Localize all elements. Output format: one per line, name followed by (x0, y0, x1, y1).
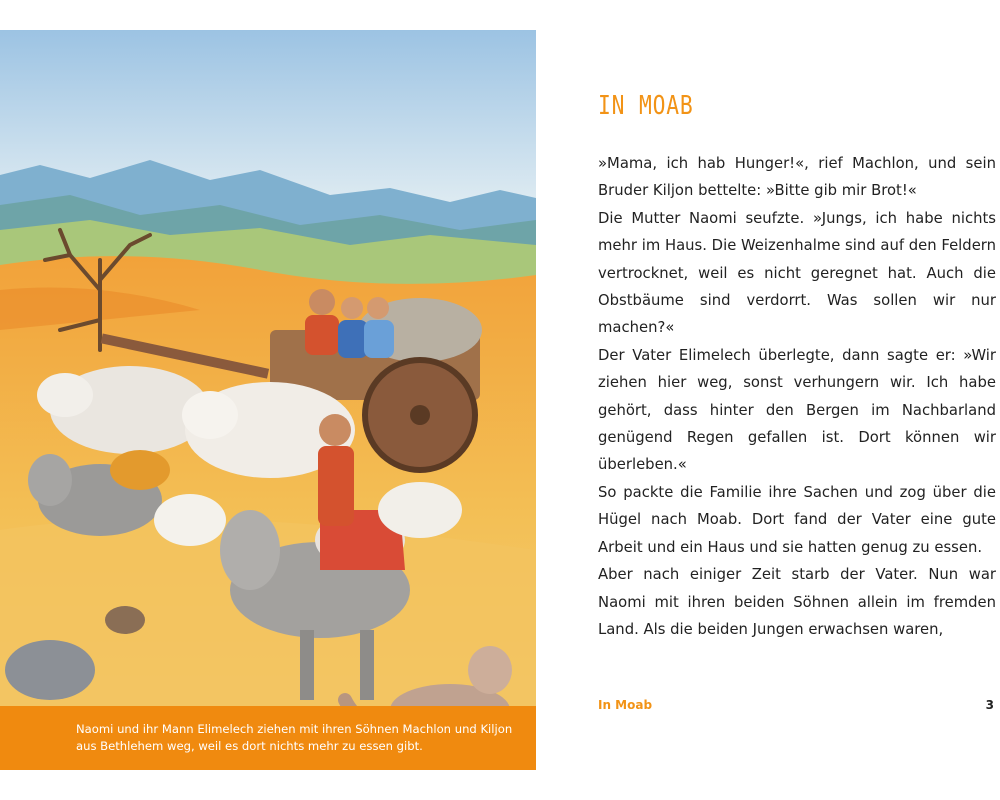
rock (5, 640, 95, 700)
chapter-title: IN MOAB (598, 91, 694, 121)
paragraph: Aber nach einiger Zeit starb der Vater. Nun war Naomi mit ihren beiden Söhnen allein im fremden Land. Als die beiden Jungen erwachsen waren, (598, 566, 996, 638)
painting-migration-scene (0, 30, 536, 770)
illustration (0, 30, 536, 770)
goat (378, 482, 462, 538)
paragraph: So packte die Familie ihre Sachen und zog über die Hügel nach Moab. Dort fand der Vater eine gute Arbeit und ein Haus und sie hatten genug zu essen. (598, 483, 996, 556)
caption-text: Naomi und ihr Mann Elimelech ziehen mit ihren Söhnen Machlon und Kiljon aus Bethlehem weg, weil es dort nichts mehr zu essen gibt. (76, 722, 513, 753)
footer-chapter-name: In Moab (598, 698, 653, 712)
paragraph: Der Vater Elimelech überlegte, dann sagte er: »Wir ziehen hier weg, sonst verhungern wir. Ich habe gehört, dass hinter den Bergen im Nachbarland genügend Regen gefallen ist. Dort können wir überleben.« (598, 346, 996, 474)
hyrax (105, 606, 145, 634)
paragraph: »Mama, ich hab Hunger!«, rief Machlon, und sein Bruder Kiljon bettelte: »Bitte gib mir Brot!« (598, 155, 996, 200)
family-on-cart (305, 289, 394, 358)
paragraph: Die Mutter Naomi seufzte. »Jungs, ich habe nichts mehr im Haus. Die Weizenhalme sind auf den Feldern vertrocknet, weil es nicht geregnet hat. Auch die Obstbäume sind verdorrt. Was sollen wir nur machen?« (598, 209, 996, 337)
story-body (598, 150, 996, 643)
lamb (154, 494, 226, 546)
illustration-caption (0, 706, 536, 770)
page-number: 3 (985, 698, 994, 712)
text-page (598, 0, 996, 800)
